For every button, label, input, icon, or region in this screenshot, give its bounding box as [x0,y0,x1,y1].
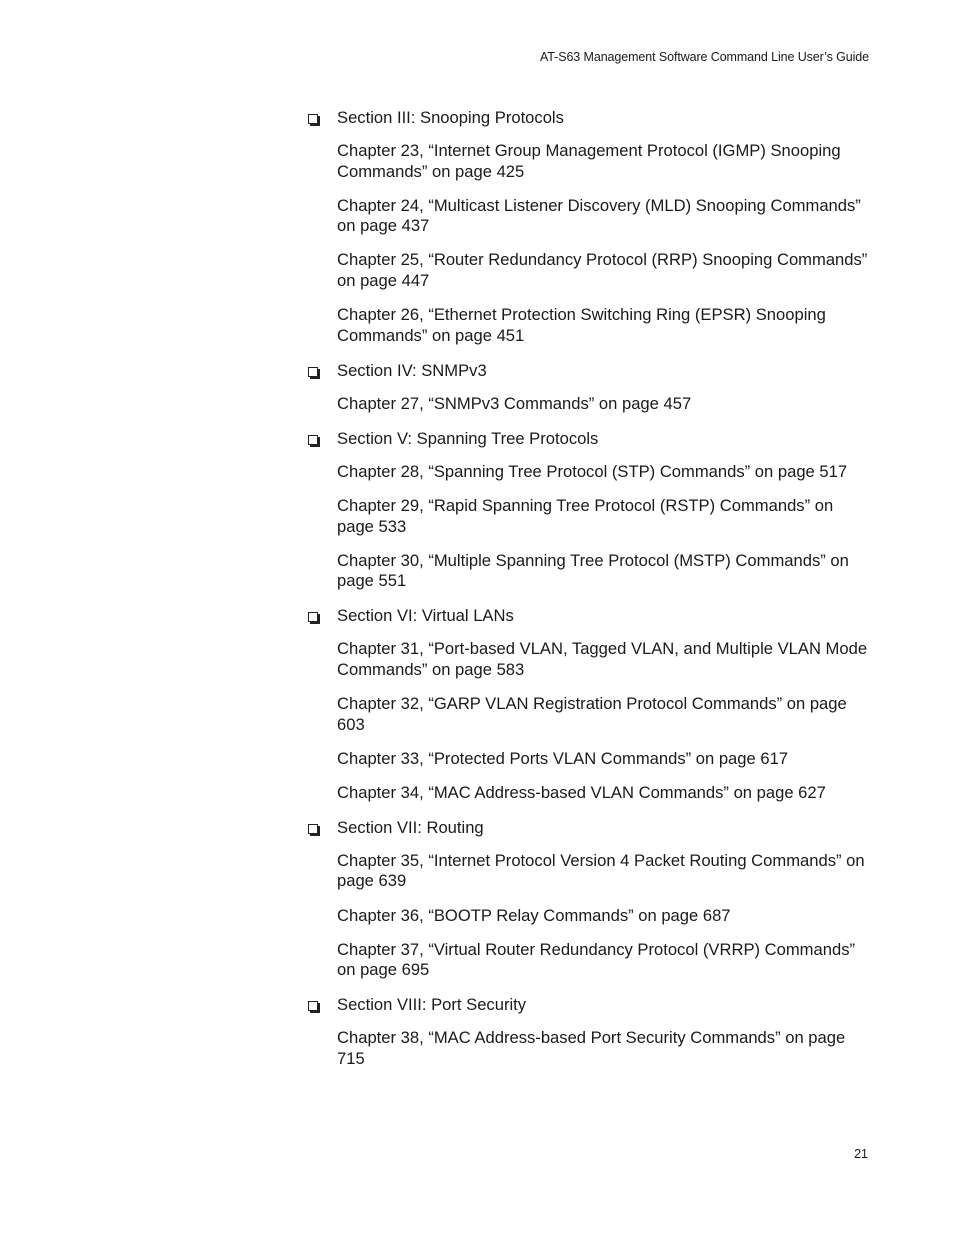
chapter-link[interactable]: Chapter 29, “Rapid Spanning Tree Protocol (RSTP) Commands” on page 533 [337,495,834,536]
checkbox-bullet-icon [308,114,318,124]
section-title: Section VI: Virtual LANs [337,606,514,626]
chapter-link[interactable]: Chapter 36, “BOOTP Relay Commands” on page 687 [337,905,731,925]
section-list [306,107,871,1083]
chapter-link[interactable]: Chapter 32, “GARP VLAN Registration Protocol Commands” on page 603 [337,694,847,734]
section-heading [306,994,871,1015]
chapter-link[interactable]: Chapter 38, “MAC Address-based Port Security Commands” on page 715 [337,1028,846,1068]
checkbox-bullet-icon [308,435,318,445]
checkbox-bullet-icon [308,612,318,622]
chapter-link[interactable]: Chapter 27, “SNMPv3 Commands” on page 457 [337,393,692,413]
chapter-link[interactable]: Chapter 28, “Spanning Tree Protocol (STP) Commands” on page 517 [337,461,848,481]
section-item [306,817,871,981]
checkbox-bullet-icon [308,824,318,834]
section-heading [306,360,871,381]
chapter-link[interactable]: Chapter 34, “MAC Address-based VLAN Commands” on page 627 [337,782,826,802]
section-item [306,605,871,803]
section-heading [306,605,871,626]
section-heading [306,107,871,128]
section-title: Section IV: SNMPv3 [337,360,487,380]
section-heading [306,428,871,449]
chapter-link[interactable]: Chapter 24, “Multicast Listener Discovery (MLD) Snooping Commands” on page 437 [337,195,861,236]
section-title: Section VIII: Port Security [337,995,527,1015]
page-number: 21 [854,1147,868,1161]
chapter-link[interactable]: Chapter 37, “Virtual Router Redundancy Protocol (VRRP) Commands” on page 695 [337,939,856,980]
section-item [306,360,871,415]
chapter-link[interactable]: Chapter 23, “Internet Group Management Protocol (IGMP) Snooping Commands” on page 425 [337,141,841,181]
chapter-link[interactable]: Chapter 25, “Router Redundancy Protocol (RRP) Snooping Commands” on page 447 [337,250,868,290]
section-item [306,107,871,346]
chapter-link[interactable]: Chapter 35, “Internet Protocol Version 4 Packet Routing Commands” on page 639 [337,850,865,891]
section-item [306,428,871,592]
chapter-link[interactable]: Chapter 26, “Ethernet Protection Switching Ring (EPSR) Snooping Commands” on page 451 [337,305,826,345]
checkbox-bullet-icon [308,367,318,377]
running-header: AT-S63 Management Software Command Line User’s Guide [540,50,869,64]
checkbox-bullet-icon [308,1001,318,1011]
section-title: Section VII: Routing [337,817,484,837]
section-title: Section III: Snooping Protocols [337,108,564,127]
section-heading [306,817,871,838]
chapter-link[interactable]: Chapter 30, “Multiple Spanning Tree Protocol (MSTP) Commands” on page 551 [337,550,849,591]
chapter-link[interactable]: Chapter 31, “Port-based VLAN, Tagged VLAN, and Multiple VLAN Mode Commands” on page 583 [337,639,868,679]
section-item [306,994,871,1069]
chapter-link[interactable]: Chapter 33, “Protected Ports VLAN Commands” on page 617 [337,748,789,768]
section-title: Section V: Spanning Tree Protocols [337,428,599,448]
